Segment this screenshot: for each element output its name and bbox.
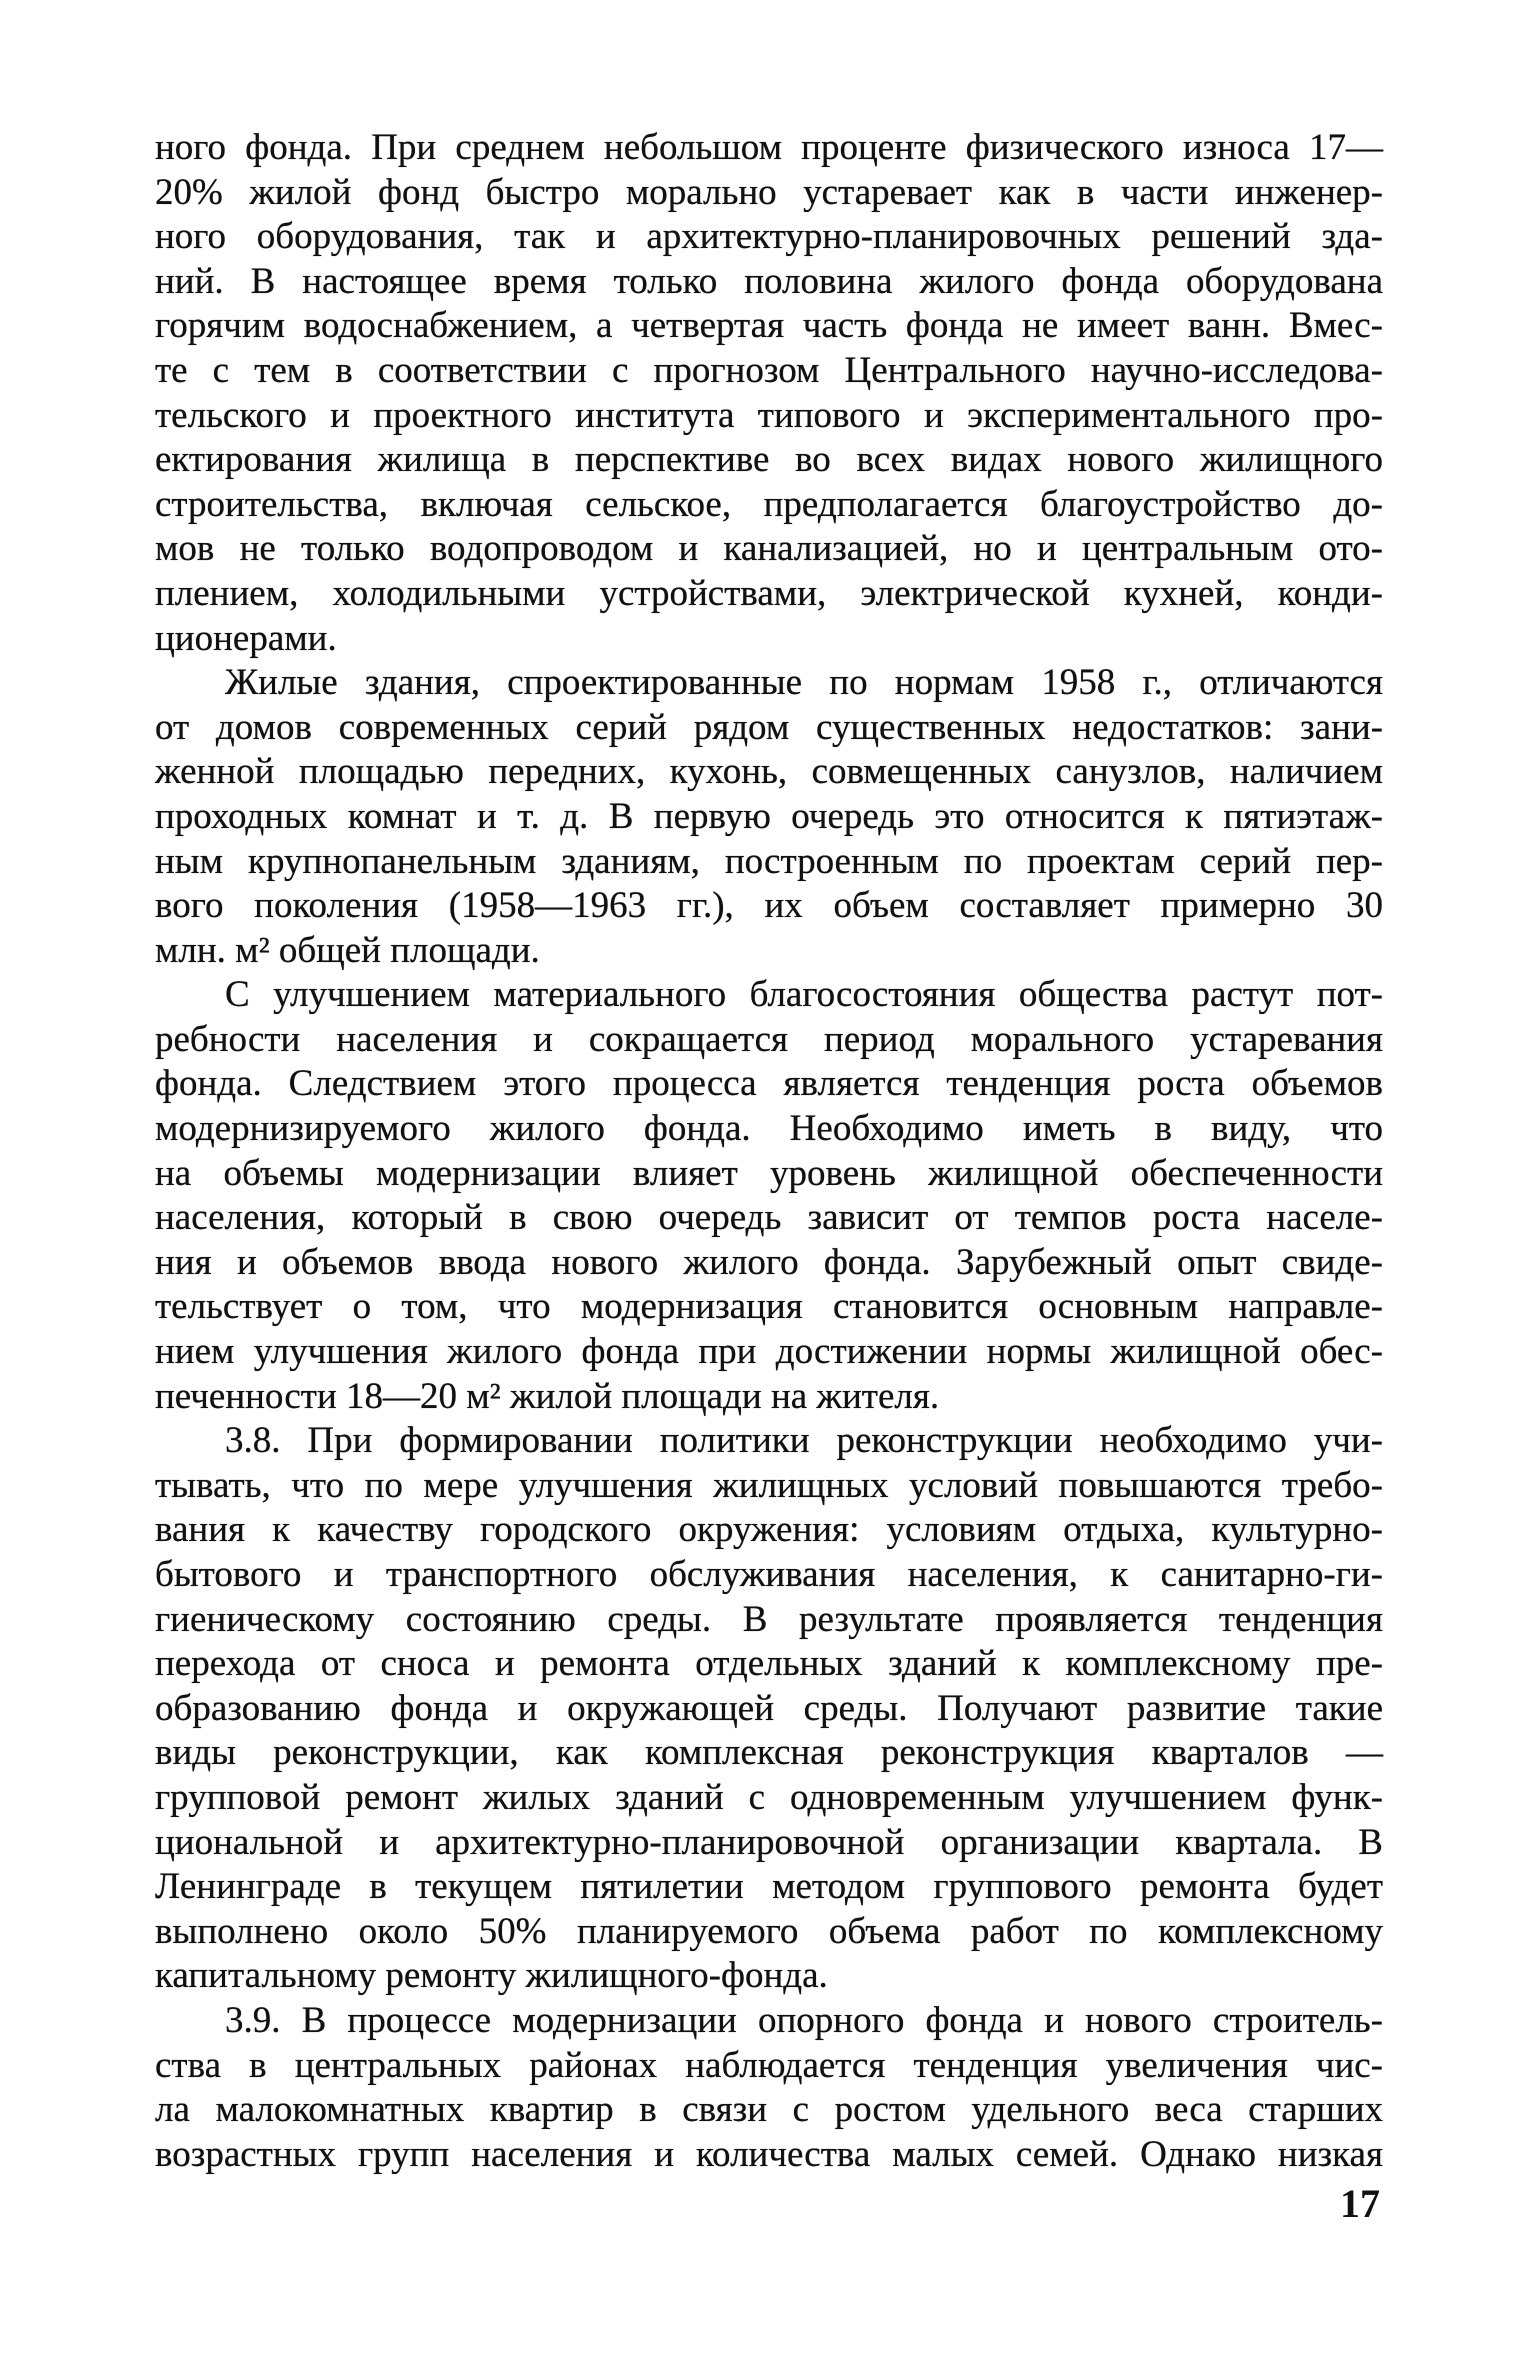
text-line: ного оборудования, так и архитектурно-планировочных решений зда- [155,216,1383,258]
paragraph [155,126,1383,661]
text-line: ного фонда. При среднем небольшом проценте физического износа 17— [155,127,1383,168]
text-line: печенности 18—20 м² жилой площади на жителя. [155,1375,940,1417]
paragraph [155,661,1383,973]
text-line: Жилые здания, спроектированные по нормам 1958 г., отличаются [225,662,1383,704]
text-line: гиеническому состоянию среды. В результате проявляется тенденция [155,1598,1383,1640]
text-line: 20% жилой фонд быстро морально устаревает как в части инженер- [155,171,1383,213]
text-line: 3.9. В процессе модернизации опорного фонда и нового строитель- [225,1999,1383,2041]
text-line: виды реконструкции, как комплексная реконструкция кварталов — [155,1732,1383,1774]
text-line: вания к качеству городского окружения: условиям отдыха, культурно- [155,1509,1383,1551]
text-line: те с тем в соответствии с прогнозом Центрального научно-исследова- [155,349,1383,391]
text-line: перехода от сноса и ремонта отдельных зданий к комплексному пре- [155,1643,1383,1685]
text-line: бытового и транспортного обслуживания населения, к санитарно-ги- [155,1554,1383,1595]
text-line: ния и объемов ввода нового жилого фонда. Зарубежный опыт свиде- [155,1241,1383,1283]
text-line: ционерами. [155,617,337,659]
text-line: капитальному ремонту жилищного-фонда. [155,1955,828,1997]
text-line: вого поколения (1958—1963 гг.), их объем составляет примерно 30 [155,885,1383,927]
text-line: мов не только водопроводом и канализацией, но и центральным ото- [155,528,1383,570]
page-number: 17 [1340,2181,1380,2226]
text-line: горячим водоснабжением, а четвертая часть фонда не имеет ванн. Вмес- [155,305,1383,347]
text-line: ний. В настоящее время только половина жилого фонда оборудована [155,260,1383,302]
text-line: тывать, что по мере улучшения жилищных условий повышаются требо- [155,1464,1383,1506]
document-body [155,126,1383,2177]
text-line: тельствует о том, что модернизация становится основным направле- [155,1286,1383,1328]
text-line: 3.8. При формировании политики реконструкции необходимо учи- [225,1420,1383,1462]
text-line: циональной и архитектурно-планировочной организации квартала. В [155,1821,1383,1863]
paragraph [155,973,1383,1419]
text-line: женной площадью передних, кухонь, совмещенных санузлов, наличием [155,751,1383,793]
text-line: нием улучшения жилого фонда при достижении нормы жилищной обес- [155,1331,1383,1373]
text-line: тельского и проектного института типового и экспериментального про- [155,394,1383,436]
text-line: Ленинграде в текущем пятилетии методом группового ремонта будет [155,1866,1383,1908]
text-line: проходных комнат и т. д. В первую очередь это относится к пятиэтаж- [155,795,1383,837]
text-line: ным крупнопанельным зданиям, построенным по проектам серий пер- [155,840,1383,882]
paragraph [155,1419,1383,1999]
text-line: от домов современных серий рядом существенных недостатков: зани- [155,706,1383,748]
text-line: выполнено около 50% планируемого объема работ по комплексному [155,1910,1383,1952]
text-line: С улучшением материального благосостояния общества растут пот- [225,974,1383,1016]
text-line: образованию фонда и окружающей среды. Получают развитие такие [155,1687,1383,1729]
text-line: возрастных групп населения и количества малых семей. Однако низкая [155,2133,1383,2175]
text-line: млн. м² общей площади. [155,929,540,971]
text-line: групповой ремонт жилых зданий с одновременным улучшением функ- [155,1776,1383,1818]
paragraph [155,1999,1383,2177]
text-line: ектирования жилища в перспективе во всех видах нового жилищного [155,439,1383,481]
text-line: ла малокомнатных квартир в связи с ростом удельного веса старших [155,2089,1383,2131]
text-line: плением, холодильными устройствами, электрической кухней, конди- [155,572,1383,614]
text-line: на объемы модернизации влияет уровень жилищной обеспеченности [155,1152,1383,1194]
text-line: населения, который в свою очередь зависит от темпов роста населе- [155,1197,1383,1239]
text-line: ребности населения и сокращается период морального устаревания [155,1018,1383,1060]
text-line: ства в центральных районах наблюдается тенденция увеличения чис- [155,2044,1383,2086]
text-line: модернизируемого жилого фонда. Необходимо иметь в виду, что [155,1108,1383,1150]
text-line: строительства, включая сельское, предполагается благоустройство до- [155,483,1383,525]
text-line: фонда. Следствием этого процесса является тенденция роста объемов [155,1063,1383,1105]
